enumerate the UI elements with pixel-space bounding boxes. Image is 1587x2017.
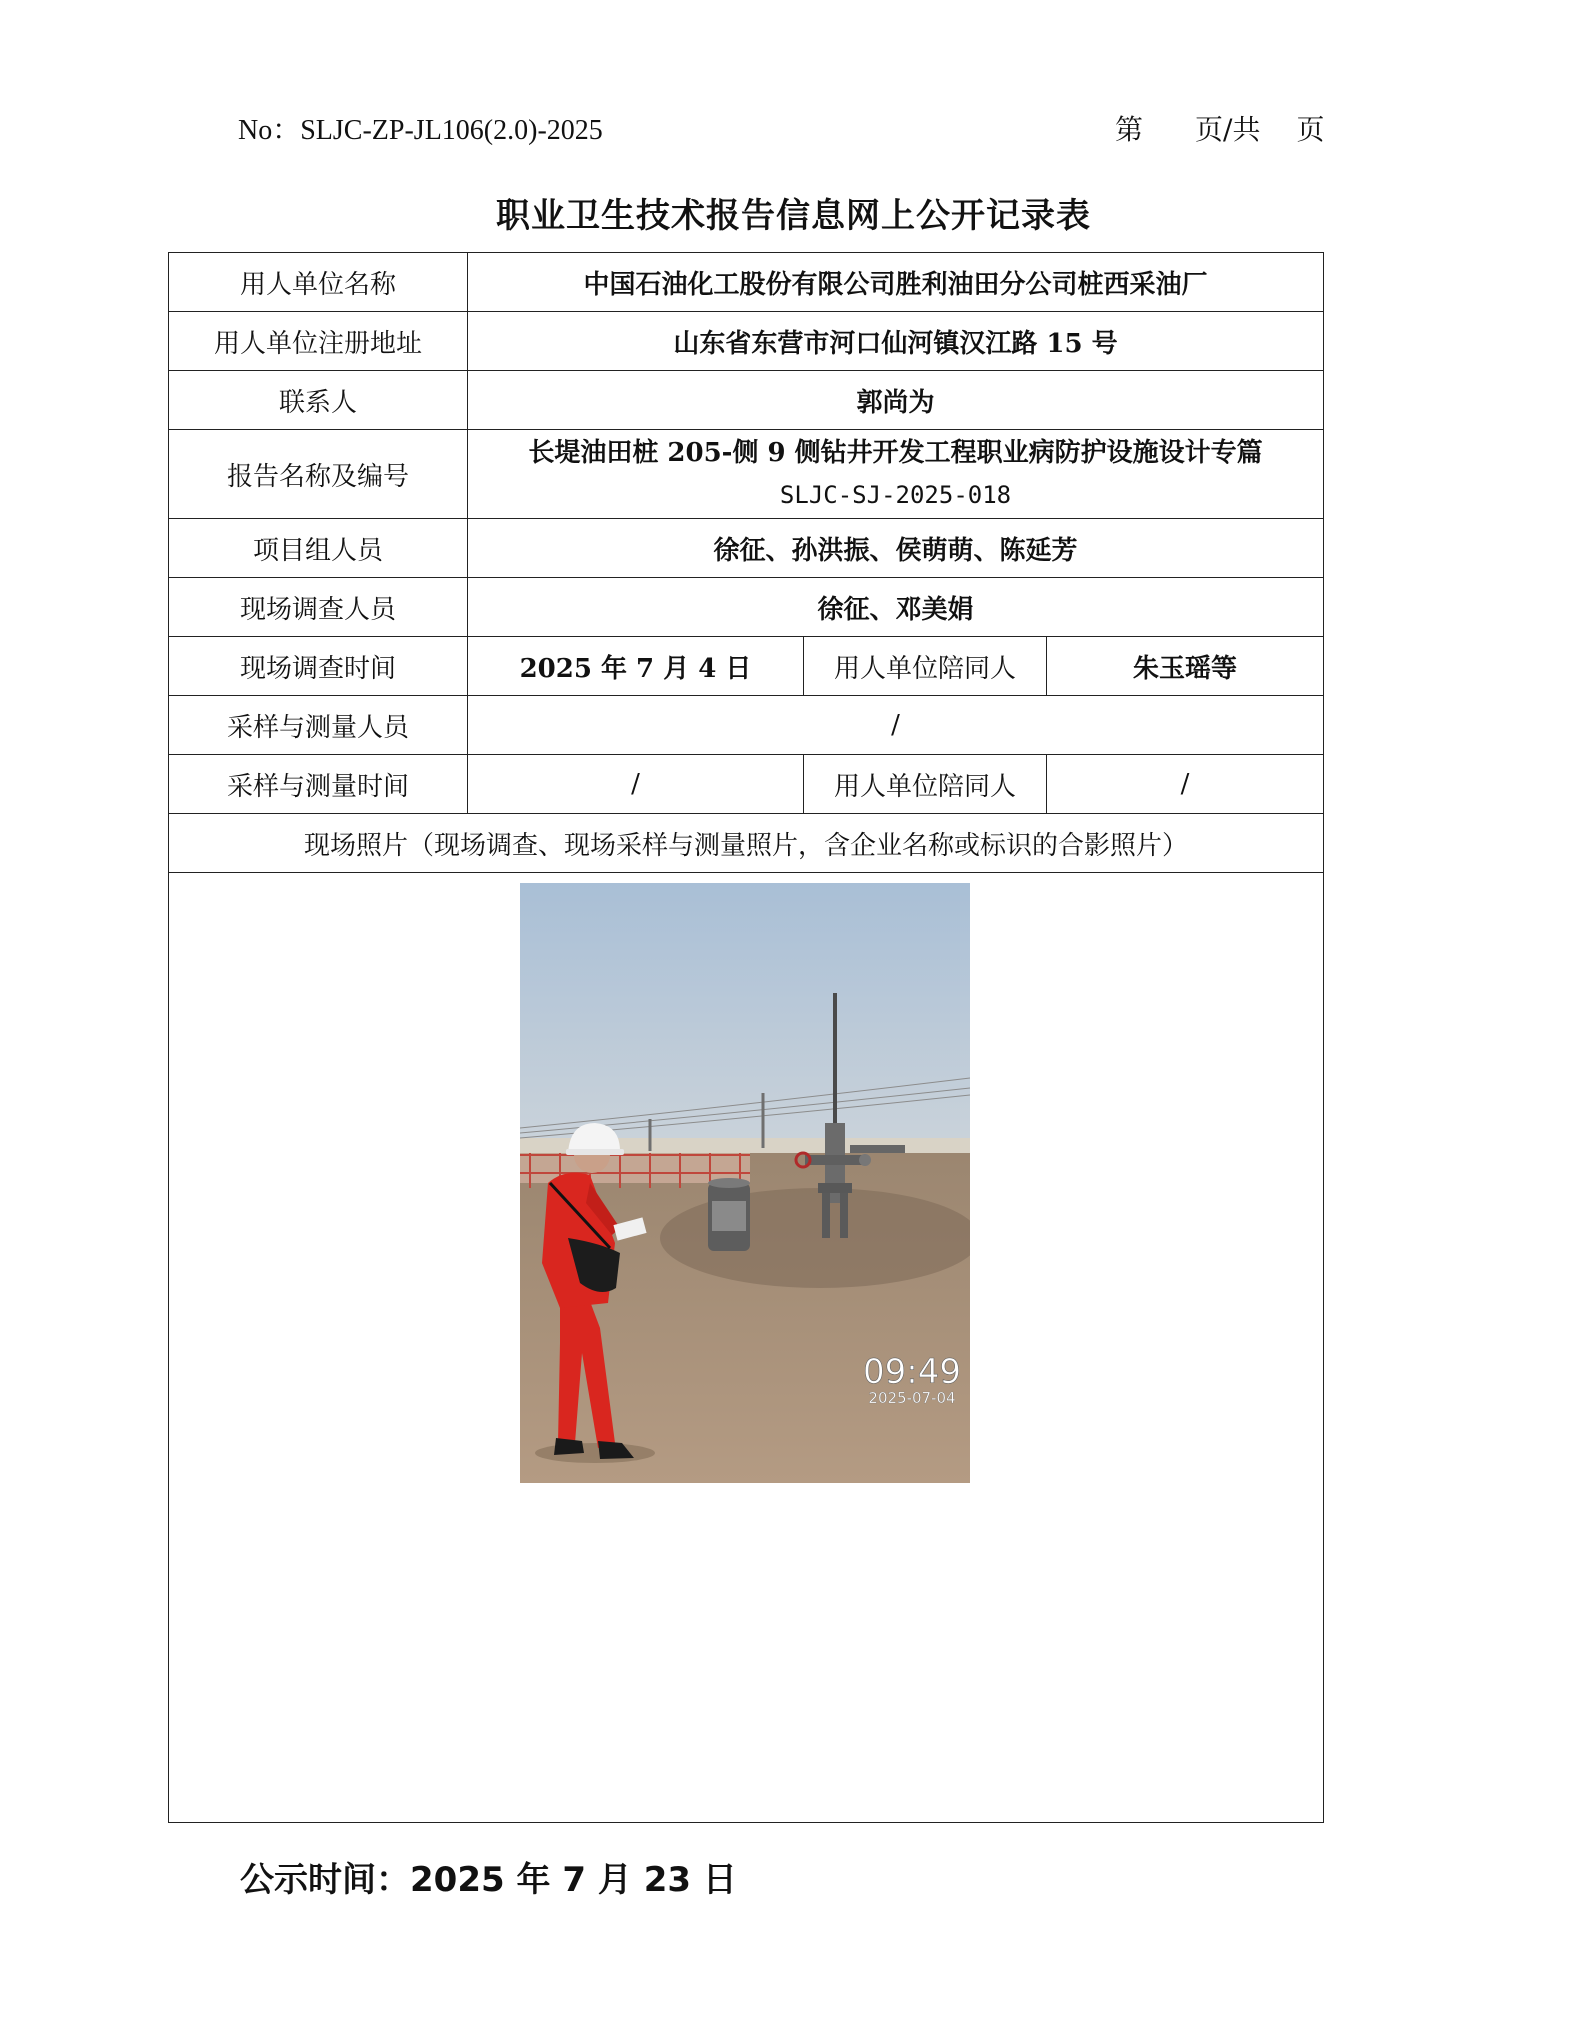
publication-month: 7: [562, 1860, 586, 1900]
photo-date: 2025-07-04: [868, 1389, 956, 1407]
page-label-suffix: 页: [1296, 113, 1325, 146]
publication-date: [240, 1852, 737, 1901]
site-photo-graphic: [520, 883, 970, 1483]
row-contact: [169, 371, 1324, 430]
address-label: 用人单位注册地址: [169, 312, 468, 371]
photo-cell: [169, 873, 1324, 1823]
sampling-escort-value: /: [1047, 755, 1324, 814]
row-survey-staff: [169, 578, 1324, 637]
photo-section-label: 现场照片（现场调查、现场采样与测量照片，含企业名称或标识的合影照片）: [169, 814, 1324, 873]
publication-day-unit: 日: [691, 1860, 737, 1900]
publication-label: 公示时间：: [240, 1860, 410, 1900]
row-team: [169, 519, 1324, 578]
record-table: [168, 252, 1324, 1823]
report-code: SLJC-SJ-2025-018: [779, 481, 1012, 509]
survey-time-label: 现场调查时间: [169, 637, 468, 696]
row-address: [169, 312, 1324, 371]
sampling-time-value: /: [468, 755, 804, 814]
publication-day: 23: [643, 1860, 692, 1900]
employer-name-label: 用人单位名称: [169, 253, 468, 312]
survey-time-value: 2025 年 7 月 4 日: [468, 637, 804, 696]
survey-staff-value: 徐征、邓美娟: [468, 578, 1324, 637]
row-sampling-staff: [169, 696, 1324, 755]
row-photo-header: [169, 814, 1324, 873]
sampling-staff-value: /: [468, 696, 1324, 755]
report-name: 长堤油田桩 205-侧 9 侧钻井开发工程职业病防护设施设计专篇: [528, 438, 1263, 468]
document-title: 职业卫生技术报告信息网上公开记录表: [496, 196, 1091, 236]
survey-escort-value: 朱玉瑶等: [1047, 637, 1324, 696]
barrel: [708, 1178, 750, 1251]
contact-label: 联系人: [169, 371, 468, 430]
survey-staff-label: 现场调查人员: [169, 578, 468, 637]
contact-value: 郭尚为: [468, 371, 1324, 430]
page-counter: [1115, 108, 1324, 148]
sampling-time-label: 采样与测量时间: [169, 755, 468, 814]
page-label-middle: 页/共: [1195, 113, 1261, 146]
publication-year-unit: 年: [504, 1860, 563, 1900]
document-number: No：SLJC-ZP-JL106(2.0)-2025: [238, 115, 603, 146]
report-label: 报告名称及编号: [169, 430, 468, 519]
sky: [520, 883, 970, 1153]
team-value: 徐征、孙洪振、侯萌萌、陈延芳: [468, 519, 1324, 578]
soil-mound: [660, 1188, 970, 1288]
publication-year: 2025: [410, 1860, 505, 1900]
sampling-staff-label: 采样与测量人员: [169, 696, 468, 755]
row-sampling-time: [169, 755, 1324, 814]
site-photo: [520, 883, 970, 1483]
row-report: [169, 430, 1324, 519]
address-value: 山东省东营市河口仙河镇汉江路 15 号: [468, 312, 1324, 371]
team-label: 项目组人员: [169, 519, 468, 578]
employer-name-value: 中国石油化工股份有限公司胜利油田分公司桩西采油厂: [468, 253, 1324, 312]
photo-time: 09:49: [863, 1352, 961, 1392]
page-label-prefix: 第: [1115, 113, 1144, 146]
row-survey-time: [169, 637, 1324, 696]
report-value: [468, 430, 1324, 519]
row-employer-name: [169, 253, 1324, 312]
publication-month-unit: 月: [586, 1860, 644, 1900]
sampling-escort-label: 用人单位陪同人: [804, 755, 1047, 814]
row-photo: [169, 873, 1324, 1823]
survey-escort-label: 用人单位陪同人: [804, 637, 1047, 696]
